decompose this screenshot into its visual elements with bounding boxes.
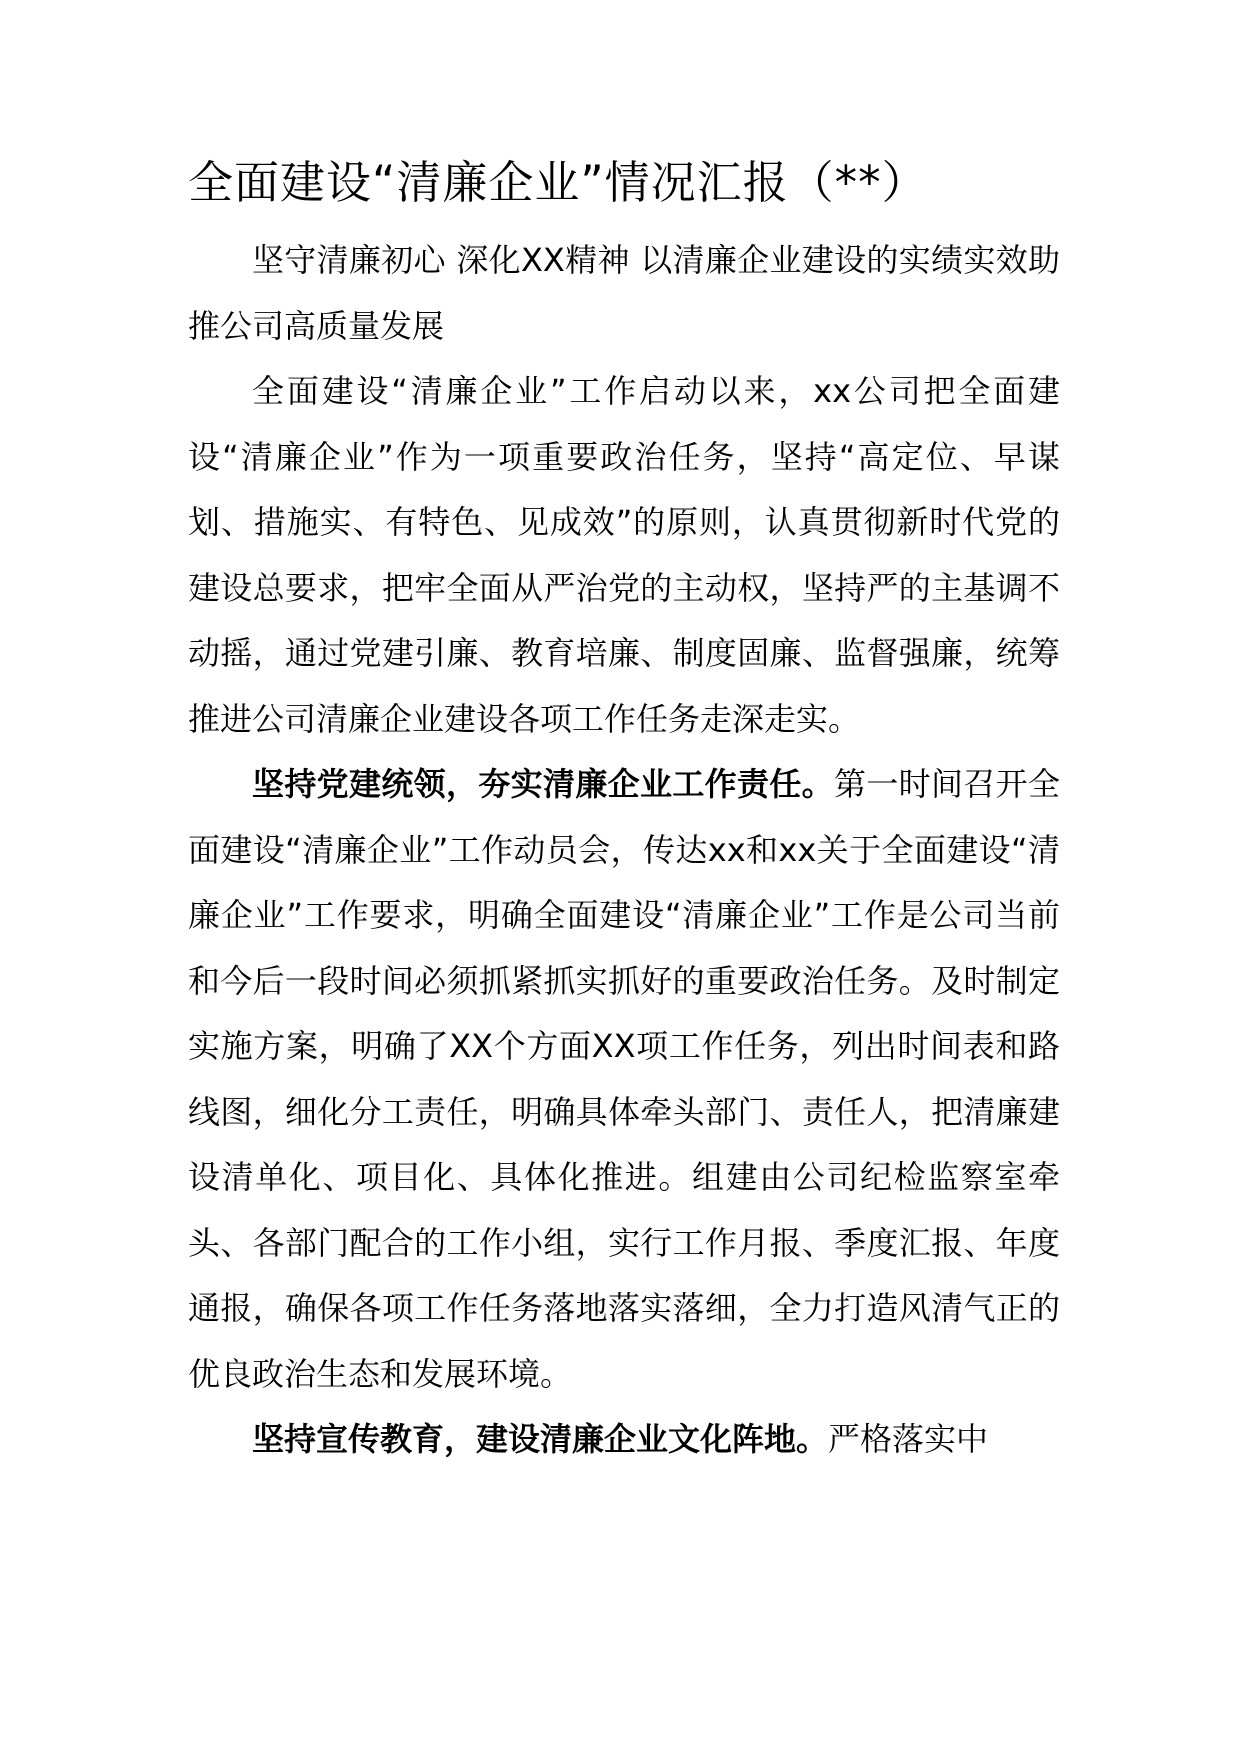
document-page <box>188 150 1060 1473</box>
paragraph-lead: 坚持党建统领，夯实清廉企业工作责任。 <box>252 765 834 803</box>
paragraph-lead: 坚持宣传教育，建设清廉企业文化阵地。 <box>252 1420 829 1458</box>
paragraph-intro <box>188 359 1060 752</box>
paragraph-party-leadership <box>188 752 1060 1407</box>
paragraph-publicity-education <box>188 1407 1060 1473</box>
paragraph-body: 全面建设“清廉企业”工作启动以来，xx公司把全面建设“清廉企业”作为一项重要政治任务，坚持“高定位、早谋划、措施实、有特色、见成效”的原则，认真贯彻新时代党的建设总要求，把牢全面从严治党的主动权，坚持严的主基调不动摇，通过党建引廉、教育培廉、制度固廉、监督强廉，统筹推进公司清廉企业建设各项工作任务走深走实。 <box>188 372 1060 738</box>
document-title: 全面建设“清廉企业”情况汇报（**） <box>188 156 928 209</box>
paragraph-body: 第一时间召开全面建设“清廉企业”工作动员会，传达xx和xx关于全面建设“清廉企业”工作要求，明确全面建设“清廉企业”工作是公司当前和今后一段时间必须抓紧抓实抓好的重要政治任务。及时制定实施方案，明确了XX个方面XX项工作任务，列出时间表和路线图，细化分工责任，明确具体牵头部门、责任人，把清廉建设清单化、项目化、具体化推进。组建由公司纪检监察室牵头、各部门配合的工作小组，实行工作月报、季度汇报、年度通报，确保各项工作任务落地落实落细，全力打造风清气正的优良政治生态和发展环境。 <box>188 765 1060 1393</box>
paragraph-body: 严格落实中 <box>828 1420 989 1458</box>
document-subtitle: 坚守清廉初心 深化XX精神 以清廉企业建设的实绩实效助推公司高质量发展 <box>188 241 1060 345</box>
